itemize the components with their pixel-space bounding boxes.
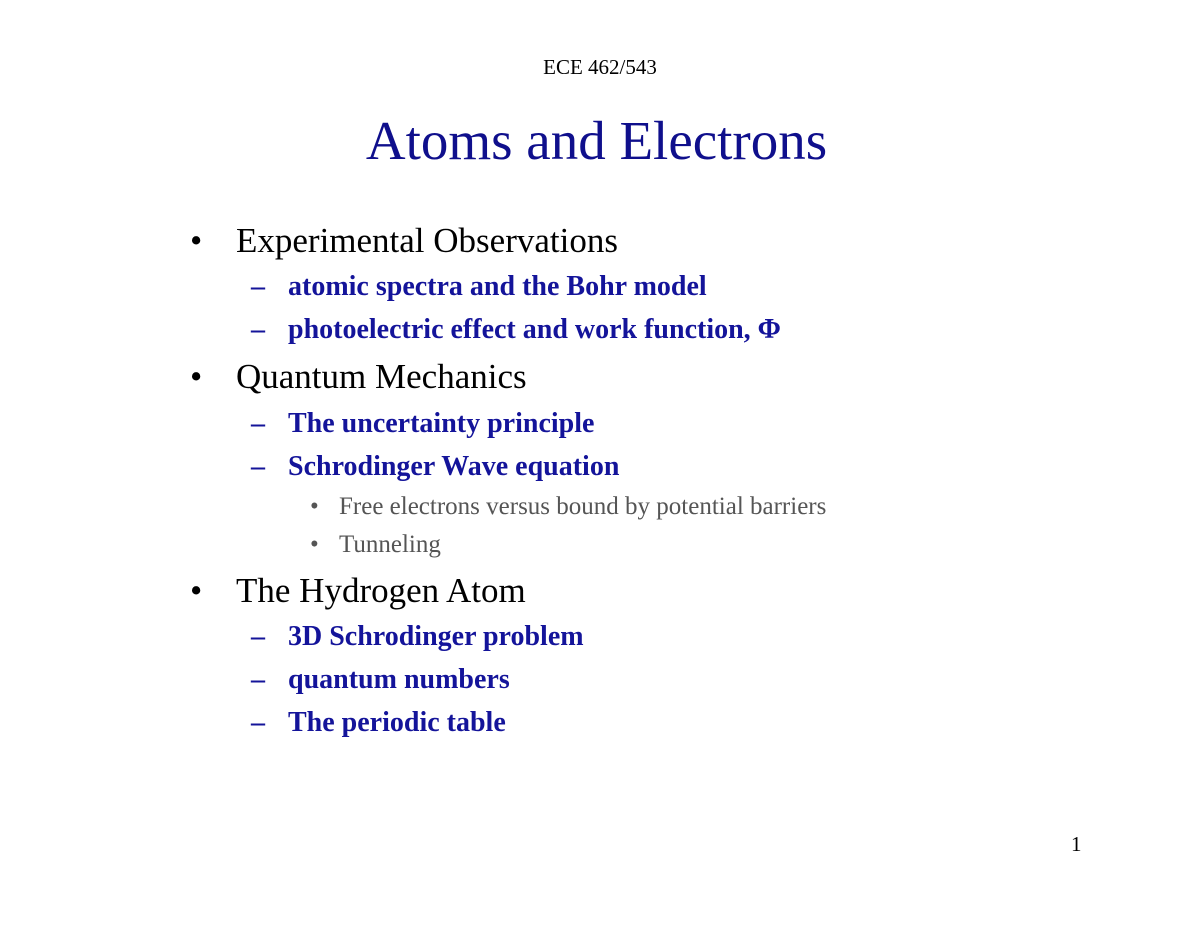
dash-marker: – xyxy=(251,271,265,302)
list-item-label: The uncertainty principle xyxy=(288,408,595,439)
page-number: 1 xyxy=(1071,832,1082,856)
list-item-label: Schrodinger Wave equation xyxy=(288,451,620,482)
section-heading-experimental-observations xyxy=(190,221,618,261)
bullet-marker: • xyxy=(190,357,203,396)
course-header: ECE 462/543 xyxy=(543,55,657,79)
section-heading-label: The Hydrogen Atom xyxy=(236,571,526,610)
dash-marker: – xyxy=(251,664,265,695)
list-item-label: photoelectric effect and work function, Φ xyxy=(288,314,781,345)
bullet-marker: • xyxy=(190,571,203,610)
dash-marker: – xyxy=(251,707,265,738)
list-item xyxy=(251,663,510,697)
section-heading-quantum-mechanics xyxy=(190,357,527,397)
section-heading-label: Experimental Observations xyxy=(236,221,618,260)
sub-list-item-label: Free electrons versus bound by potential barriers xyxy=(339,493,827,520)
list-item-label: atomic spectra and the Bohr model xyxy=(288,271,707,302)
sub-list-item xyxy=(310,492,826,522)
list-item-label: quantum numbers xyxy=(288,664,510,695)
list-item xyxy=(251,313,781,347)
bullet-marker: • xyxy=(190,221,203,260)
slide-title: Atoms and Electrons xyxy=(365,110,828,171)
list-item-label: The periodic table xyxy=(288,707,506,738)
dash-marker: – xyxy=(251,314,265,345)
list-item xyxy=(251,620,584,654)
section-heading-label: Quantum Mechanics xyxy=(236,357,527,396)
section-heading-hydrogen-atom xyxy=(190,571,526,611)
list-item xyxy=(251,407,594,441)
dash-marker: – xyxy=(251,408,265,439)
dash-marker: – xyxy=(251,621,265,652)
sub-list-item xyxy=(310,530,441,560)
dash-marker: – xyxy=(251,451,265,482)
sub-bullet-marker: • xyxy=(310,531,319,558)
list-item xyxy=(251,270,707,304)
sub-bullet-marker: • xyxy=(310,493,319,520)
list-item xyxy=(251,706,506,740)
list-item xyxy=(251,450,619,484)
sub-list-item-label: Tunneling xyxy=(339,531,441,558)
list-item-label: 3D Schrodinger problem xyxy=(288,621,584,652)
